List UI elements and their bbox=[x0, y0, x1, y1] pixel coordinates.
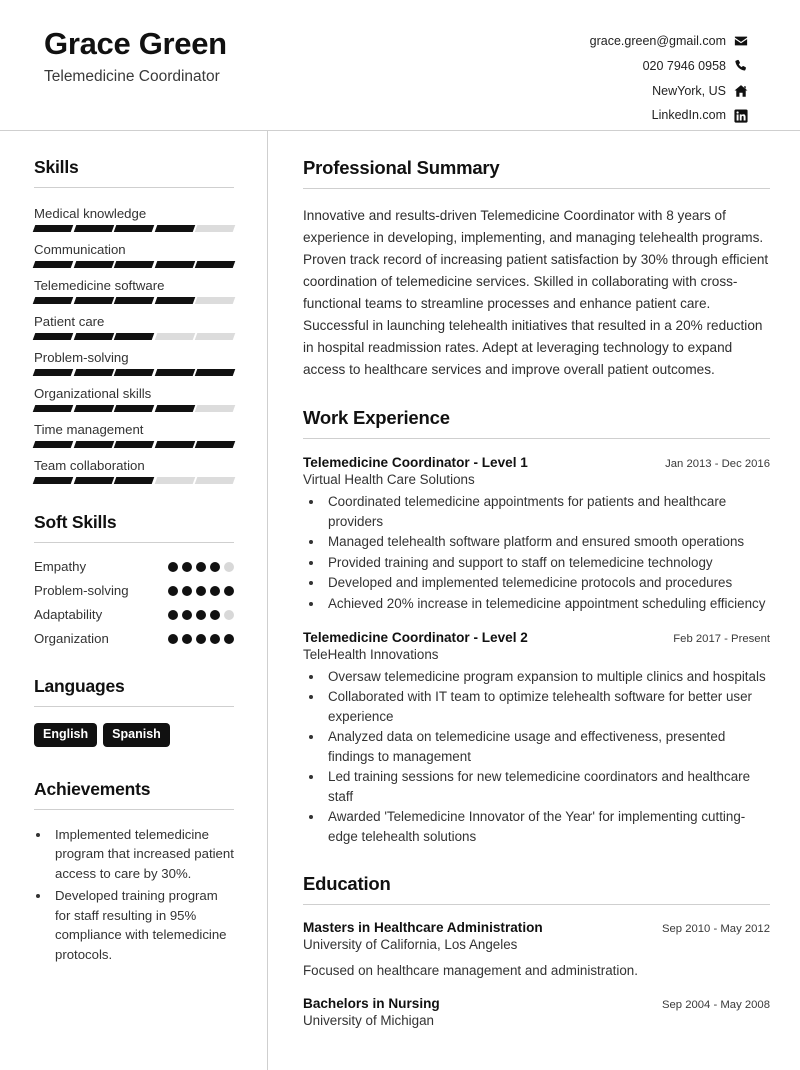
section-divider bbox=[34, 706, 234, 707]
achievement-item: • Implemented telemedicine program that increased patient access to care by 30%. bbox=[51, 825, 234, 884]
skill-item bbox=[34, 350, 234, 376]
skill-label: Problem-solving bbox=[34, 350, 129, 365]
skill-level-bar bbox=[34, 477, 234, 484]
contact-row[interactable] bbox=[590, 32, 748, 51]
skill-level-bar bbox=[34, 441, 234, 448]
work-experience-entry bbox=[303, 455, 770, 613]
skill-label: Organizational skills bbox=[34, 386, 152, 401]
soft-skill-label: Organization bbox=[34, 631, 109, 646]
achievements-section bbox=[34, 779, 234, 965]
soft-skill-label: Problem-solving bbox=[34, 583, 129, 598]
skill-item bbox=[34, 206, 234, 232]
entry-organization: Virtual Health Care Solutions bbox=[303, 472, 475, 488]
section-divider bbox=[34, 809, 234, 810]
skill-label: Medical knowledge bbox=[34, 206, 147, 221]
entry-bullet: • Coordinated telemedicine appointments for patients and healthcare providers bbox=[324, 492, 770, 531]
skill-bar-segment bbox=[155, 297, 195, 304]
soft-skill-item bbox=[34, 631, 234, 646]
work-experience-title: Work Experience bbox=[303, 407, 450, 429]
skill-bar-segment bbox=[114, 369, 154, 376]
education-title: Education bbox=[303, 872, 391, 894]
rating-dot bbox=[182, 562, 192, 572]
skill-bar-segment bbox=[73, 441, 113, 448]
education-section bbox=[303, 873, 770, 1028]
skill-bar-segment bbox=[155, 333, 195, 340]
entry-organization: University of California, Los Angeles bbox=[303, 936, 518, 952]
work-experience-section bbox=[303, 407, 770, 846]
entry-title: Telemedicine Coordinator - Level 1 bbox=[303, 455, 528, 471]
entry-date: Jan 2013 - Dec 2016 bbox=[665, 458, 770, 471]
skill-bar-segment bbox=[195, 225, 235, 232]
skill-bar-segment bbox=[33, 261, 73, 268]
skill-level-bar bbox=[34, 405, 234, 412]
entry-title: Masters in Healthcare Administration bbox=[303, 919, 543, 935]
summary-section bbox=[303, 157, 770, 381]
skill-bar-segment bbox=[33, 441, 73, 448]
skill-item bbox=[34, 422, 234, 448]
entry-bullet: • Provided training and support to staff on telemedicine technology bbox=[324, 553, 770, 573]
skill-bar-segment bbox=[114, 297, 154, 304]
skill-bar-segment bbox=[114, 405, 154, 412]
skill-bar-segment bbox=[114, 333, 154, 340]
resume-body bbox=[0, 131, 800, 1070]
rating-dot bbox=[224, 634, 234, 644]
entry-bullet: • Collaborated with IT team to optimize telehealth software for better user experience bbox=[324, 687, 770, 726]
soft-skill-item bbox=[34, 607, 234, 622]
skill-bar-segment bbox=[155, 225, 195, 232]
entry-bullet: • Analyzed data on telemedicine usage and effectiveness, presented findings to management bbox=[324, 727, 770, 766]
rating-dot bbox=[168, 610, 178, 620]
entry-bullet-list bbox=[303, 492, 770, 613]
skill-bar-segment bbox=[114, 261, 154, 268]
rating-dot bbox=[196, 634, 206, 644]
entry-title: Telemedicine Coordinator - Level 2 bbox=[303, 629, 528, 645]
skills-list bbox=[34, 206, 234, 484]
skill-bar-segment bbox=[73, 225, 113, 232]
skill-bar-segment bbox=[114, 441, 154, 448]
skill-bar-segment bbox=[33, 225, 73, 232]
soft-skill-rating bbox=[168, 610, 234, 620]
skill-bar-segment bbox=[33, 333, 73, 340]
skill-bar-segment bbox=[33, 297, 73, 304]
rating-dot bbox=[182, 610, 192, 620]
skill-label: Patient care bbox=[34, 314, 105, 329]
entry-header bbox=[303, 630, 770, 645]
contact-text: LinkedIn.com bbox=[651, 108, 726, 123]
language-badge: Spanish bbox=[103, 723, 170, 747]
entry-bullet: • Oversaw telemedicine program expansion to multiple clinics and hospitals bbox=[324, 667, 770, 687]
contact-list bbox=[590, 26, 748, 131]
entry-bullet: • Developed and implemented telemedicine protocols and procedures bbox=[324, 573, 770, 593]
skill-bar-segment bbox=[33, 369, 73, 376]
skill-bar-segment bbox=[73, 261, 113, 268]
main-column bbox=[268, 131, 800, 1070]
skill-level-bar bbox=[34, 261, 234, 268]
email-icon bbox=[734, 34, 748, 48]
rating-dot bbox=[210, 562, 220, 572]
skill-bar-segment bbox=[155, 369, 195, 376]
section-divider bbox=[303, 904, 770, 905]
sidebar bbox=[0, 131, 268, 1070]
contact-row[interactable] bbox=[590, 57, 748, 76]
entry-organization: University of Michigan bbox=[303, 1012, 434, 1028]
entry-bullet-list bbox=[303, 667, 770, 847]
skill-bar-segment bbox=[155, 261, 195, 268]
soft-skills-list bbox=[34, 559, 234, 646]
rating-dot bbox=[182, 586, 192, 596]
achievements-title: Achievements bbox=[34, 778, 151, 799]
entry-date: Sep 2010 - May 2012 bbox=[661, 922, 770, 935]
work-experience-list bbox=[303, 455, 770, 846]
entry-header bbox=[303, 455, 770, 470]
candidate-job-title: Telemedicine Coordinator bbox=[44, 67, 220, 85]
entry-date: Feb 2017 - Present bbox=[673, 632, 770, 645]
skill-item bbox=[34, 242, 234, 268]
rating-dot bbox=[210, 586, 220, 596]
soft-skill-rating bbox=[168, 586, 234, 596]
rating-dot bbox=[196, 610, 206, 620]
rating-dot bbox=[224, 610, 234, 620]
entry-bullet: • Achieved 20% increase in telemedicine appointment scheduling efficiency bbox=[324, 594, 770, 614]
languages-title: Languages bbox=[34, 676, 125, 696]
skill-item bbox=[34, 314, 234, 340]
contact-text: NewYork, US bbox=[652, 83, 726, 98]
languages-section bbox=[34, 676, 234, 747]
rating-dot bbox=[182, 634, 192, 644]
skill-bar-segment bbox=[155, 441, 195, 448]
education-entry bbox=[303, 996, 770, 1028]
phone-icon bbox=[734, 59, 748, 73]
soft-skill-item bbox=[34, 583, 234, 598]
rating-dot bbox=[224, 562, 234, 572]
section-divider bbox=[34, 187, 234, 188]
skill-bar-segment bbox=[195, 441, 235, 448]
soft-skills-section bbox=[34, 512, 234, 646]
soft-skill-rating bbox=[168, 634, 234, 644]
candidate-name: Grace Green bbox=[44, 26, 227, 61]
languages-list bbox=[34, 723, 234, 747]
contact-text: 020 7946 0958 bbox=[642, 58, 726, 73]
work-experience-entry bbox=[303, 630, 770, 847]
resume-header bbox=[0, 0, 800, 131]
soft-skill-rating bbox=[168, 562, 234, 572]
skill-bar-segment bbox=[73, 333, 113, 340]
skill-bar-segment bbox=[195, 405, 235, 412]
soft-skill-item bbox=[34, 559, 234, 574]
skill-bar-segment bbox=[195, 333, 235, 340]
entry-date: Sep 2004 - May 2008 bbox=[661, 998, 770, 1011]
entry-organization: TeleHealth Innovations bbox=[303, 646, 439, 662]
skill-label: Time management bbox=[34, 422, 144, 437]
rating-dot bbox=[168, 562, 178, 572]
skill-label: Team collaboration bbox=[34, 458, 145, 473]
skill-bar-segment bbox=[114, 225, 154, 232]
skills-section bbox=[34, 157, 234, 484]
section-divider bbox=[34, 542, 234, 543]
skill-bar-segment bbox=[155, 405, 195, 412]
linkedin-icon bbox=[734, 109, 748, 123]
achievement-item: • Developed training program for staff resulting in 95% compliance with telemedicine protocols. bbox=[51, 886, 234, 964]
home-icon bbox=[734, 84, 748, 98]
summary-title: Professional Summary bbox=[303, 157, 500, 178]
entry-header bbox=[303, 920, 770, 935]
skill-bar-segment bbox=[195, 297, 235, 304]
education-list bbox=[303, 920, 770, 1028]
skill-item bbox=[34, 278, 234, 304]
skill-bar-segment bbox=[73, 477, 113, 484]
rating-dot bbox=[210, 610, 220, 620]
skill-bar-segment bbox=[195, 261, 235, 268]
skill-bar-segment bbox=[73, 369, 113, 376]
contact-row[interactable] bbox=[590, 82, 748, 101]
skill-item bbox=[34, 458, 234, 484]
skill-bar-segment bbox=[73, 297, 113, 304]
soft-skills-title: Soft Skills bbox=[34, 512, 117, 532]
rating-dot bbox=[168, 634, 178, 644]
skill-level-bar bbox=[34, 297, 234, 304]
entry-description: Focused on healthcare management and administration. bbox=[303, 962, 638, 978]
entry-bullet: • Led training sessions for new telemedicine coordinators and healthcare staff bbox=[324, 767, 770, 806]
skill-label: Telemedicine software bbox=[34, 278, 165, 293]
skill-bar-segment bbox=[114, 477, 154, 484]
skill-bar-segment bbox=[155, 477, 195, 484]
skill-bar-segment bbox=[33, 405, 73, 412]
identity-block bbox=[44, 26, 227, 86]
skill-level-bar bbox=[34, 225, 234, 232]
rating-dot bbox=[168, 586, 178, 596]
rating-dot bbox=[196, 586, 206, 596]
contact-row[interactable] bbox=[590, 106, 748, 125]
summary-text: Innovative and results-driven Telemedicine Coordinator with 8 years of experience in developing, implementing, and managing telehealth programs. Proven track record of increasing patient satisfaction by 30% through efficient coordination of telemedicine services. Skilled in collaborating with cross-functional teams to streamline processes and enhance patient care. Successful in launching telehealth initiatives that resulted in a 20% reduction in hospital readmission rates. Adept at leveraging technology to expand access to healthcare services and improve overall patient outcomes. bbox=[303, 208, 769, 378]
skill-bar-segment bbox=[195, 369, 235, 376]
contact-text: grace.green@gmail.com bbox=[589, 34, 726, 48]
rating-dot bbox=[196, 562, 206, 572]
education-entry bbox=[303, 920, 770, 981]
entry-title: Bachelors in Nursing bbox=[303, 995, 440, 1011]
skill-label: Communication bbox=[34, 242, 126, 257]
rating-dot bbox=[210, 634, 220, 644]
language-badge: English bbox=[34, 723, 97, 747]
section-divider bbox=[303, 438, 770, 439]
section-divider bbox=[303, 188, 770, 189]
achievements-list bbox=[34, 825, 234, 965]
skill-bar-segment bbox=[73, 405, 113, 412]
entry-bullet: • Managed telehealth software platform and ensured smooth operations bbox=[324, 532, 770, 552]
skill-level-bar bbox=[34, 333, 234, 340]
soft-skill-label: Adaptability bbox=[34, 607, 103, 622]
rating-dot bbox=[224, 586, 234, 596]
skill-level-bar bbox=[34, 369, 234, 376]
skill-bar-segment bbox=[195, 477, 235, 484]
entry-header bbox=[303, 996, 770, 1011]
skill-item bbox=[34, 386, 234, 412]
skills-title: Skills bbox=[34, 157, 79, 177]
entry-bullet: • Awarded 'Telemedicine Innovator of the Year' for implementing cutting-edge telehealth solutions bbox=[324, 807, 770, 846]
skill-bar-segment bbox=[33, 477, 73, 484]
soft-skill-label: Empathy bbox=[34, 559, 87, 574]
